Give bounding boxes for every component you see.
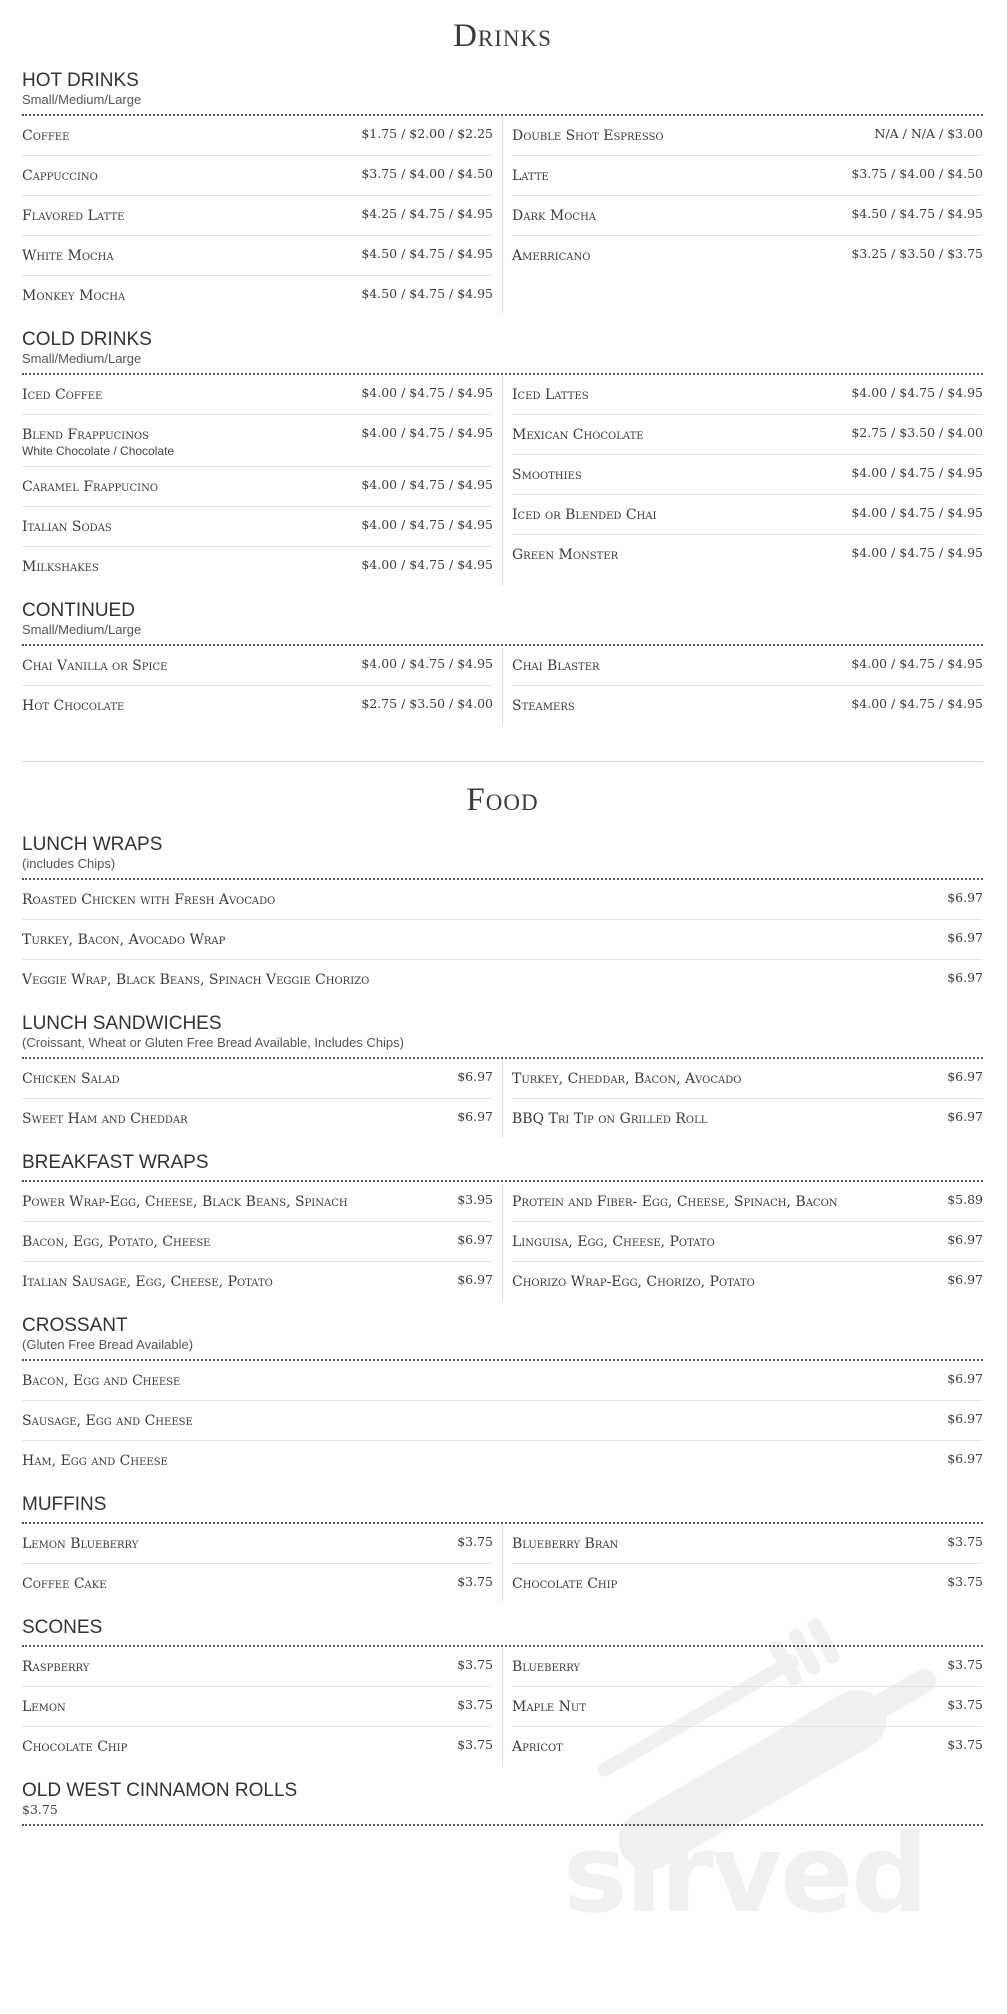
menu-item-name: Flavored Latte bbox=[22, 208, 125, 224]
item-column-right bbox=[502, 1059, 983, 1138]
menu-item-price: $6.97 bbox=[457, 1109, 493, 1124]
menu-item-chai-vanilla-or-spice bbox=[22, 646, 493, 686]
category-title: BREAKFAST WRAPS bbox=[22, 1152, 209, 1173]
menu-item-price: $4.50 / $4.75 / $4.95 bbox=[361, 286, 493, 301]
menu-item-price: $3.75 / $4.00 / $4.50 bbox=[851, 166, 983, 181]
menu-item-price: $4.00 / $4.75 / $4.95 bbox=[851, 465, 983, 480]
category-title: COLD DRINKS bbox=[22, 329, 152, 350]
menu-item-text bbox=[512, 655, 600, 676]
menu-item-price: $3.95 bbox=[457, 1192, 493, 1207]
menu-item-text bbox=[512, 1068, 741, 1089]
menu-item-name: Coffee bbox=[22, 128, 70, 144]
menu-item-price: $3.75 bbox=[947, 1737, 983, 1752]
menu-item-text bbox=[22, 889, 275, 910]
menu-item-name: Power Wrap-Egg, Cheese, Black Beans, Spinach bbox=[22, 1194, 348, 1210]
category-subtitle: (includes Chips) bbox=[22, 856, 116, 871]
category-lunch-wraps bbox=[22, 834, 983, 999]
menu-item-price: $6.97 bbox=[457, 1069, 493, 1084]
item-column-full bbox=[22, 1361, 983, 1480]
menu-item-text bbox=[22, 969, 369, 990]
menu-item-text bbox=[512, 1108, 707, 1129]
menu-item-name: Bacon, Egg, Potato, Cheese bbox=[22, 1234, 211, 1250]
menu-item-name: Maple Nut bbox=[512, 1699, 587, 1715]
menu-item-name: Double Shot Espresso bbox=[512, 128, 664, 144]
menu-item-name: Chocolate Chip bbox=[22, 1739, 128, 1755]
menu-item-text bbox=[22, 1573, 107, 1594]
menu-item-name: Steamers bbox=[512, 698, 575, 714]
menu-item-sausage-egg-and-cheese bbox=[22, 1401, 983, 1441]
item-column-left bbox=[22, 1647, 502, 1766]
menu-item-text bbox=[22, 476, 158, 497]
category-title: HOT DRINKS bbox=[22, 70, 139, 91]
menu-item-text bbox=[22, 1231, 210, 1252]
menu-item-maple-nut bbox=[512, 1687, 983, 1727]
menu-item-name: Chocolate Chip bbox=[512, 1576, 618, 1592]
menu-item-price: $6.97 bbox=[947, 970, 983, 985]
menu-item-amerricano bbox=[512, 236, 983, 275]
menu-item-name: Blueberry bbox=[512, 1659, 581, 1675]
menu-item-name: Monkey Mocha bbox=[22, 288, 126, 304]
menu-item-name: Protein and Fiber- Egg, Cheese, Spinach, Bacon bbox=[512, 1194, 838, 1210]
menu-item-name: Hot Chocolate bbox=[22, 698, 125, 714]
category-subtitle: Small/Medium/Large bbox=[22, 351, 142, 366]
menu-item-text bbox=[512, 205, 596, 226]
menu-item-name: Green Monster bbox=[512, 547, 619, 563]
menu-item-name: Cappuccino bbox=[22, 168, 98, 184]
menu-item-price: $6.97 bbox=[947, 1451, 983, 1466]
menu-item-text bbox=[22, 165, 98, 186]
menu-item-monkey-mocha bbox=[22, 276, 493, 315]
item-column-right bbox=[502, 1647, 983, 1766]
menu-item-caramel-frappucino bbox=[22, 467, 493, 507]
menu-item-name: Chorizo Wrap-Egg, Chorizo, Potato bbox=[512, 1274, 755, 1290]
menu-item-name: Amerricano bbox=[512, 248, 591, 264]
menu-item-text bbox=[512, 1736, 563, 1757]
category-title: OLD WEST CINNAMON ROLLS bbox=[22, 1780, 298, 1801]
menu-item-bacon-egg-potato-cheese bbox=[22, 1222, 493, 1262]
item-column-right bbox=[502, 646, 983, 725]
category-continued bbox=[22, 600, 983, 725]
category-price: $3.75 bbox=[22, 1802, 58, 1817]
category-breakfast-wraps bbox=[22, 1152, 983, 1301]
menu-item-text bbox=[22, 516, 112, 537]
menu-item-price: $2.75 / $3.50 / $4.00 bbox=[851, 425, 983, 440]
menu-item-bbq-tri-tip-on-grilled-roll bbox=[512, 1099, 983, 1138]
menu-item-name: Sweet Ham and Cheddar bbox=[22, 1111, 188, 1127]
category-title: CROSSANT bbox=[22, 1315, 128, 1336]
menu-item-name: Turkey, Cheddar, Bacon, Avocado bbox=[512, 1071, 742, 1087]
menu-item-price: $4.00 / $4.75 / $4.95 bbox=[361, 656, 493, 671]
menu-item-name: Blend Frappucinos bbox=[22, 427, 150, 443]
item-column-left bbox=[22, 1182, 502, 1301]
menu-item-name: Italian Sodas bbox=[22, 519, 112, 535]
menu-item-name: Chai Vanilla or Spice bbox=[22, 658, 168, 674]
menu-item-blueberry-bran bbox=[512, 1524, 983, 1564]
menu-item-price: $3.75 bbox=[457, 1574, 493, 1589]
menu-item-name: Blueberry Bran bbox=[512, 1536, 619, 1552]
menu-item-text bbox=[22, 929, 225, 950]
menu-item-text bbox=[22, 384, 102, 405]
menu-item-text bbox=[512, 245, 590, 266]
category-subtitle: (Croissant, Wheat or Gluten Free Bread Available, Includes Chips) bbox=[22, 1035, 404, 1050]
category-title: SCONES bbox=[22, 1617, 103, 1638]
item-column-left bbox=[22, 646, 502, 725]
category-title: MUFFINS bbox=[22, 1494, 107, 1515]
menu-item-price: $3.75 bbox=[457, 1657, 493, 1672]
menu-item-turkey-cheddar-bacon-avocado bbox=[512, 1059, 983, 1099]
category-crossant bbox=[22, 1315, 983, 1480]
menu-item-turkey-bacon-avocado-wrap bbox=[22, 920, 983, 960]
menu-item-blueberry bbox=[512, 1647, 983, 1687]
menu-item-text bbox=[22, 1068, 120, 1089]
category-hot-drinks bbox=[22, 70, 983, 315]
menu-item-price: $4.00 / $4.75 / $4.95 bbox=[851, 385, 983, 400]
menu-item-name: Italian Sausage, Egg, Cheese, Potato bbox=[22, 1274, 273, 1290]
menu-item-price: $6.97 bbox=[947, 1411, 983, 1426]
item-columns bbox=[22, 646, 983, 725]
menu-item-price: $3.75 bbox=[457, 1534, 493, 1549]
menu-item-text bbox=[22, 1108, 188, 1129]
item-columns bbox=[22, 1182, 983, 1301]
menu-item-text bbox=[22, 424, 174, 457]
category-scones bbox=[22, 1617, 983, 1766]
menu-item-lemon-blueberry bbox=[22, 1524, 493, 1564]
menu-item-price: $3.25 / $3.50 / $3.75 bbox=[851, 246, 983, 261]
menu-item-price: $4.00 / $4.75 / $4.95 bbox=[361, 517, 493, 532]
menu-item-mexican-chocolate bbox=[512, 415, 983, 455]
menu-item-price: $5.89 bbox=[947, 1192, 983, 1207]
menu-item-latte bbox=[512, 156, 983, 196]
menu-item-chocolate-chip bbox=[22, 1727, 493, 1766]
item-column-full bbox=[22, 880, 983, 999]
menu-item-price: $4.50 / $4.75 / $4.95 bbox=[851, 206, 983, 221]
menu-item-text bbox=[22, 655, 167, 676]
category-muffins bbox=[22, 1494, 983, 1603]
menu-item-price: $1.75 / $2.00 / $2.25 bbox=[361, 126, 493, 141]
item-column-left bbox=[22, 1059, 502, 1138]
menu-item-green-monster bbox=[512, 535, 983, 574]
menu-item-text bbox=[22, 285, 125, 306]
menu-item-price: $6.97 bbox=[947, 890, 983, 905]
menu-item-text bbox=[22, 1370, 180, 1391]
menu-item-linguisa-egg-cheese-potato bbox=[512, 1222, 983, 1262]
menu-item-price: $6.97 bbox=[947, 1069, 983, 1084]
item-columns bbox=[22, 375, 983, 586]
menu-item-price: $6.97 bbox=[457, 1272, 493, 1287]
item-column-right bbox=[502, 1524, 983, 1603]
menu-item-name: Chai Blaster bbox=[512, 658, 600, 674]
category-subtitle: (Gluten Free Bread Available) bbox=[22, 1337, 194, 1352]
menu-item-iced-lattes bbox=[512, 375, 983, 415]
menu-item-price: $4.00 / $4.75 / $4.95 bbox=[361, 477, 493, 492]
menu-item-name: Smoothies bbox=[512, 467, 582, 483]
item-columns bbox=[22, 1059, 983, 1138]
menu-item-price: N/A / N/A / $3.00 bbox=[874, 126, 983, 141]
menu-item-text bbox=[22, 1696, 66, 1717]
menu-item-cappuccino bbox=[22, 156, 493, 196]
menu-item-power-wrap-egg-cheese-black-beans-spinach bbox=[22, 1182, 493, 1222]
menu-item-name: Coffee Cake bbox=[22, 1576, 107, 1592]
menu-item-price: $3.75 / $4.00 / $4.50 bbox=[361, 166, 493, 181]
menu-item-dark-mocha bbox=[512, 196, 983, 236]
item-columns bbox=[22, 1524, 983, 1603]
item-column-right bbox=[502, 375, 983, 586]
menu-item-name: Linguisa, Egg, Cheese, Potato bbox=[512, 1234, 715, 1250]
menu-item-italian-sodas bbox=[22, 507, 493, 547]
menu-item-lemon bbox=[22, 1687, 493, 1727]
menu-item-chocolate-chip bbox=[512, 1564, 983, 1603]
menu-item-price: $4.50 / $4.75 / $4.95 bbox=[361, 246, 493, 261]
menu-item-price: $3.75 bbox=[947, 1574, 983, 1589]
menu-item-price: $4.25 / $4.75 / $4.95 bbox=[361, 206, 493, 221]
dotted-divider bbox=[22, 1824, 983, 1826]
menu-item-hot-chocolate bbox=[22, 686, 493, 725]
menu-item-text bbox=[512, 1231, 715, 1252]
menu-item-protein-and-fiber-egg-cheese-spinach-bacon bbox=[512, 1182, 983, 1222]
menu-item-flavored-latte bbox=[22, 196, 493, 236]
category-title: LUNCH SANDWICHES bbox=[22, 1013, 222, 1034]
menu-item-name: Bacon, Egg and Cheese bbox=[22, 1373, 181, 1389]
menu-item-name: Dark Mocha bbox=[512, 208, 597, 224]
menu-item-description: White Chocolate / Chocolate bbox=[22, 444, 175, 458]
menu-item-apricot bbox=[512, 1727, 983, 1766]
category-old-west-cinnamon-rolls bbox=[22, 1780, 983, 1826]
menu-item-name: Veggie Wrap, Black Beans, Spinach Veggie Chorizo bbox=[22, 972, 370, 988]
menu-item-text bbox=[22, 245, 114, 266]
item-list bbox=[22, 880, 983, 999]
item-column-right bbox=[502, 116, 983, 315]
menu-item-iced-or-blended-chai bbox=[512, 495, 983, 535]
category-cold-drinks bbox=[22, 329, 983, 586]
food-section bbox=[22, 834, 983, 1826]
drinks-section bbox=[22, 70, 983, 725]
category-subtitle: Small/Medium/Large bbox=[22, 622, 142, 637]
menu-item-name: Sausage, Egg and Cheese bbox=[22, 1413, 193, 1429]
menu-item-text bbox=[512, 424, 644, 445]
menu-item-text bbox=[22, 205, 124, 226]
menu-item-name: Mexican Chocolate bbox=[512, 427, 644, 443]
menu-item-price: $4.00 / $4.75 / $4.95 bbox=[851, 545, 983, 560]
menu-item-name: Iced Coffee bbox=[22, 387, 103, 403]
menu-item-text bbox=[512, 125, 664, 146]
menu-item-text bbox=[22, 125, 69, 146]
menu-item-price: $2.75 / $3.50 / $4.00 bbox=[361, 696, 493, 711]
menu-item-white-mocha bbox=[22, 236, 493, 276]
menu-item-name: Turkey, Bacon, Avocado Wrap bbox=[22, 932, 226, 948]
menu-item-price: $3.75 bbox=[947, 1534, 983, 1549]
menu-item-price: $3.75 bbox=[947, 1697, 983, 1712]
menu-item-price: $6.97 bbox=[947, 930, 983, 945]
menu-item-chicken-salad bbox=[22, 1059, 493, 1099]
menu-item-text bbox=[22, 556, 99, 577]
menu-item-coffee bbox=[22, 116, 493, 156]
menu-item-price: $4.00 / $4.75 / $4.95 bbox=[361, 425, 493, 440]
menu-item-text bbox=[512, 165, 549, 186]
item-list bbox=[22, 1361, 983, 1480]
menu-item-raspberry bbox=[22, 1647, 493, 1687]
category-lunch-sandwiches bbox=[22, 1013, 983, 1138]
menu-item-roasted-chicken-with-fresh-avocado bbox=[22, 880, 983, 920]
menu-item-blend-frappucinos bbox=[22, 415, 493, 467]
menu-item-price: $3.75 bbox=[457, 1697, 493, 1712]
menu-item-name: Chicken Salad bbox=[22, 1071, 120, 1087]
menu-item-price: $6.97 bbox=[947, 1232, 983, 1247]
menu-page bbox=[22, 0, 983, 1826]
menu-item-price: $4.00 / $4.75 / $4.95 bbox=[361, 385, 493, 400]
menu-item-smoothies bbox=[512, 455, 983, 495]
menu-item-text bbox=[512, 504, 657, 525]
category-title: LUNCH WRAPS bbox=[22, 834, 163, 855]
menu-item-text bbox=[22, 695, 124, 716]
menu-item-text bbox=[512, 384, 589, 405]
menu-item-chorizo-wrap-egg-chorizo-potato bbox=[512, 1262, 983, 1301]
menu-item-name: Ham, Egg and Cheese bbox=[22, 1453, 168, 1469]
menu-item-price: $6.97 bbox=[947, 1371, 983, 1386]
menu-item-iced-coffee bbox=[22, 375, 493, 415]
menu-item-name: Lemon bbox=[22, 1699, 66, 1715]
menu-item-text bbox=[512, 1696, 586, 1717]
menu-item-coffee-cake bbox=[22, 1564, 493, 1603]
menu-item-name: Raspberry bbox=[22, 1659, 90, 1675]
menu-item-text bbox=[512, 1191, 838, 1212]
menu-item-sweet-ham-and-cheddar bbox=[22, 1099, 493, 1138]
menu-item-milkshakes bbox=[22, 547, 493, 586]
food-title: Food bbox=[466, 782, 539, 818]
category-subtitle: Small/Medium/Large bbox=[22, 92, 142, 107]
menu-item-price: $6.97 bbox=[947, 1272, 983, 1287]
menu-item-text bbox=[512, 1271, 755, 1292]
menu-item-text bbox=[512, 1573, 617, 1594]
item-columns bbox=[22, 116, 983, 315]
menu-item-steamers bbox=[512, 686, 983, 725]
menu-item-name: Iced Lattes bbox=[512, 387, 589, 403]
sirved-watermark: sirved bbox=[563, 1812, 927, 1937]
menu-item-text bbox=[22, 1656, 89, 1677]
menu-item-text bbox=[512, 1656, 580, 1677]
menu-item-price: $4.00 / $4.75 / $4.95 bbox=[361, 557, 493, 572]
menu-item-text bbox=[512, 1533, 618, 1554]
menu-item-price: $4.00 / $4.75 / $4.95 bbox=[851, 656, 983, 671]
section-divider bbox=[22, 761, 983, 762]
menu-item-name: White Mocha bbox=[22, 248, 114, 264]
menu-item-text bbox=[512, 695, 575, 716]
menu-item-double-shot-espresso bbox=[512, 116, 983, 156]
menu-item-name: BBQ Tri Tip on Grilled Roll bbox=[512, 1111, 708, 1127]
menu-item-text bbox=[22, 1533, 138, 1554]
menu-item-text bbox=[22, 1191, 348, 1212]
drinks-title: Drinks bbox=[453, 18, 552, 54]
category-title: CONTINUED bbox=[22, 600, 135, 621]
menu-item-name: Iced or Blended Chai bbox=[512, 507, 657, 523]
menu-item-name: Latte bbox=[512, 168, 549, 184]
menu-item-name: Caramel Frappucino bbox=[22, 479, 159, 495]
menu-item-price: $4.00 / $4.75 / $4.95 bbox=[851, 505, 983, 520]
menu-item-text bbox=[22, 1271, 273, 1292]
menu-item-bacon-egg-and-cheese bbox=[22, 1361, 983, 1401]
menu-item-price: $3.75 bbox=[947, 1657, 983, 1672]
item-column-left bbox=[22, 375, 502, 586]
menu-item-veggie-wrap-black-beans-spinach-veggie-chorizo bbox=[22, 960, 983, 999]
item-columns bbox=[22, 1647, 983, 1766]
menu-item-text bbox=[22, 1410, 193, 1431]
menu-item-price: $4.00 / $4.75 / $4.95 bbox=[851, 696, 983, 711]
item-column-right bbox=[502, 1182, 983, 1301]
menu-item-price: $6.97 bbox=[457, 1232, 493, 1247]
menu-item-name: Milkshakes bbox=[22, 559, 99, 575]
menu-item-name: Apricot bbox=[512, 1739, 563, 1755]
menu-item-ham-egg-and-cheese bbox=[22, 1441, 983, 1480]
menu-item-text bbox=[22, 1450, 168, 1471]
menu-item-name: Lemon Blueberry bbox=[22, 1536, 139, 1552]
item-column-left bbox=[22, 1524, 502, 1603]
menu-item-price: $6.97 bbox=[947, 1109, 983, 1124]
menu-item-text bbox=[512, 544, 618, 565]
menu-item-chai-blaster bbox=[512, 646, 983, 686]
menu-item-text bbox=[512, 464, 582, 485]
menu-item-text bbox=[22, 1736, 127, 1757]
item-column-left bbox=[22, 116, 502, 315]
menu-item-name: Roasted Chicken with Fresh Avocado bbox=[22, 892, 276, 908]
menu-item-price: $3.75 bbox=[457, 1737, 493, 1752]
menu-item-italian-sausage-egg-cheese-potato bbox=[22, 1262, 493, 1301]
